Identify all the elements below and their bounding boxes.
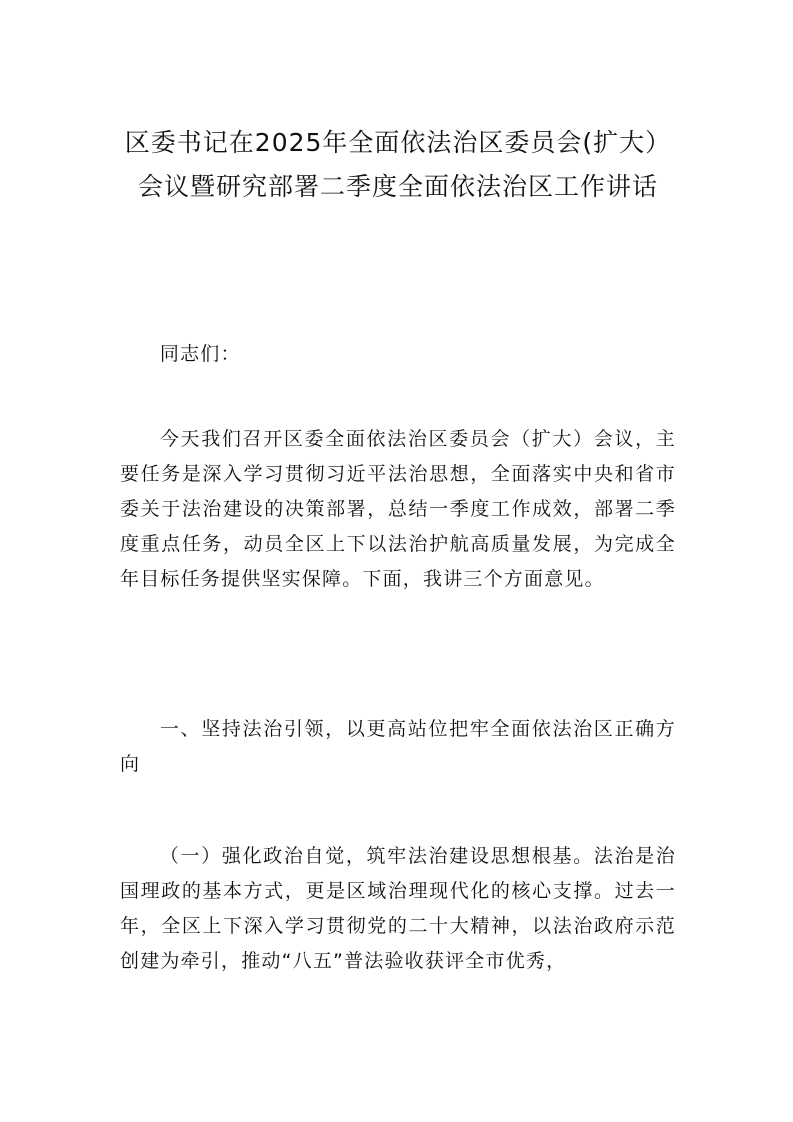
subsection-paragraph: （一）强化政治自觉，筑牢法治建设思想根基。法治是治国理政的基本方式，更是区域治理现代化的核心支撑。过去一年，全区上下深入学习贯彻党的二十大精神，以法治政府示范创建为牵引，推动“八五”普法验收获评全市优秀， (120, 845, 676, 972)
opening-paragraph: 今天我们召开区委全面依法治区委员会（扩大）会议，主要任务是深入学习贯彻习近平法治思想，全面落实中央和省市委关于法治建设的决策部署，总结一季度工作成效，部署二季度重点任务，动员全区上下以法治护航高质量发展，为完成全年目标任务提供坚实保障。下面，我讲三个方面意见。 (120, 428, 676, 590)
document-title: 区委书记在2025年全面依法治区委员会(扩大）会议暨研究部署二季度全面依法治区工作讲话 (124, 128, 672, 201)
section-heading: 一、坚持法治引领，以更高站位把牢全面依法治区正确方向 (120, 718, 676, 775)
salutation: 同志们： (159, 343, 241, 365)
